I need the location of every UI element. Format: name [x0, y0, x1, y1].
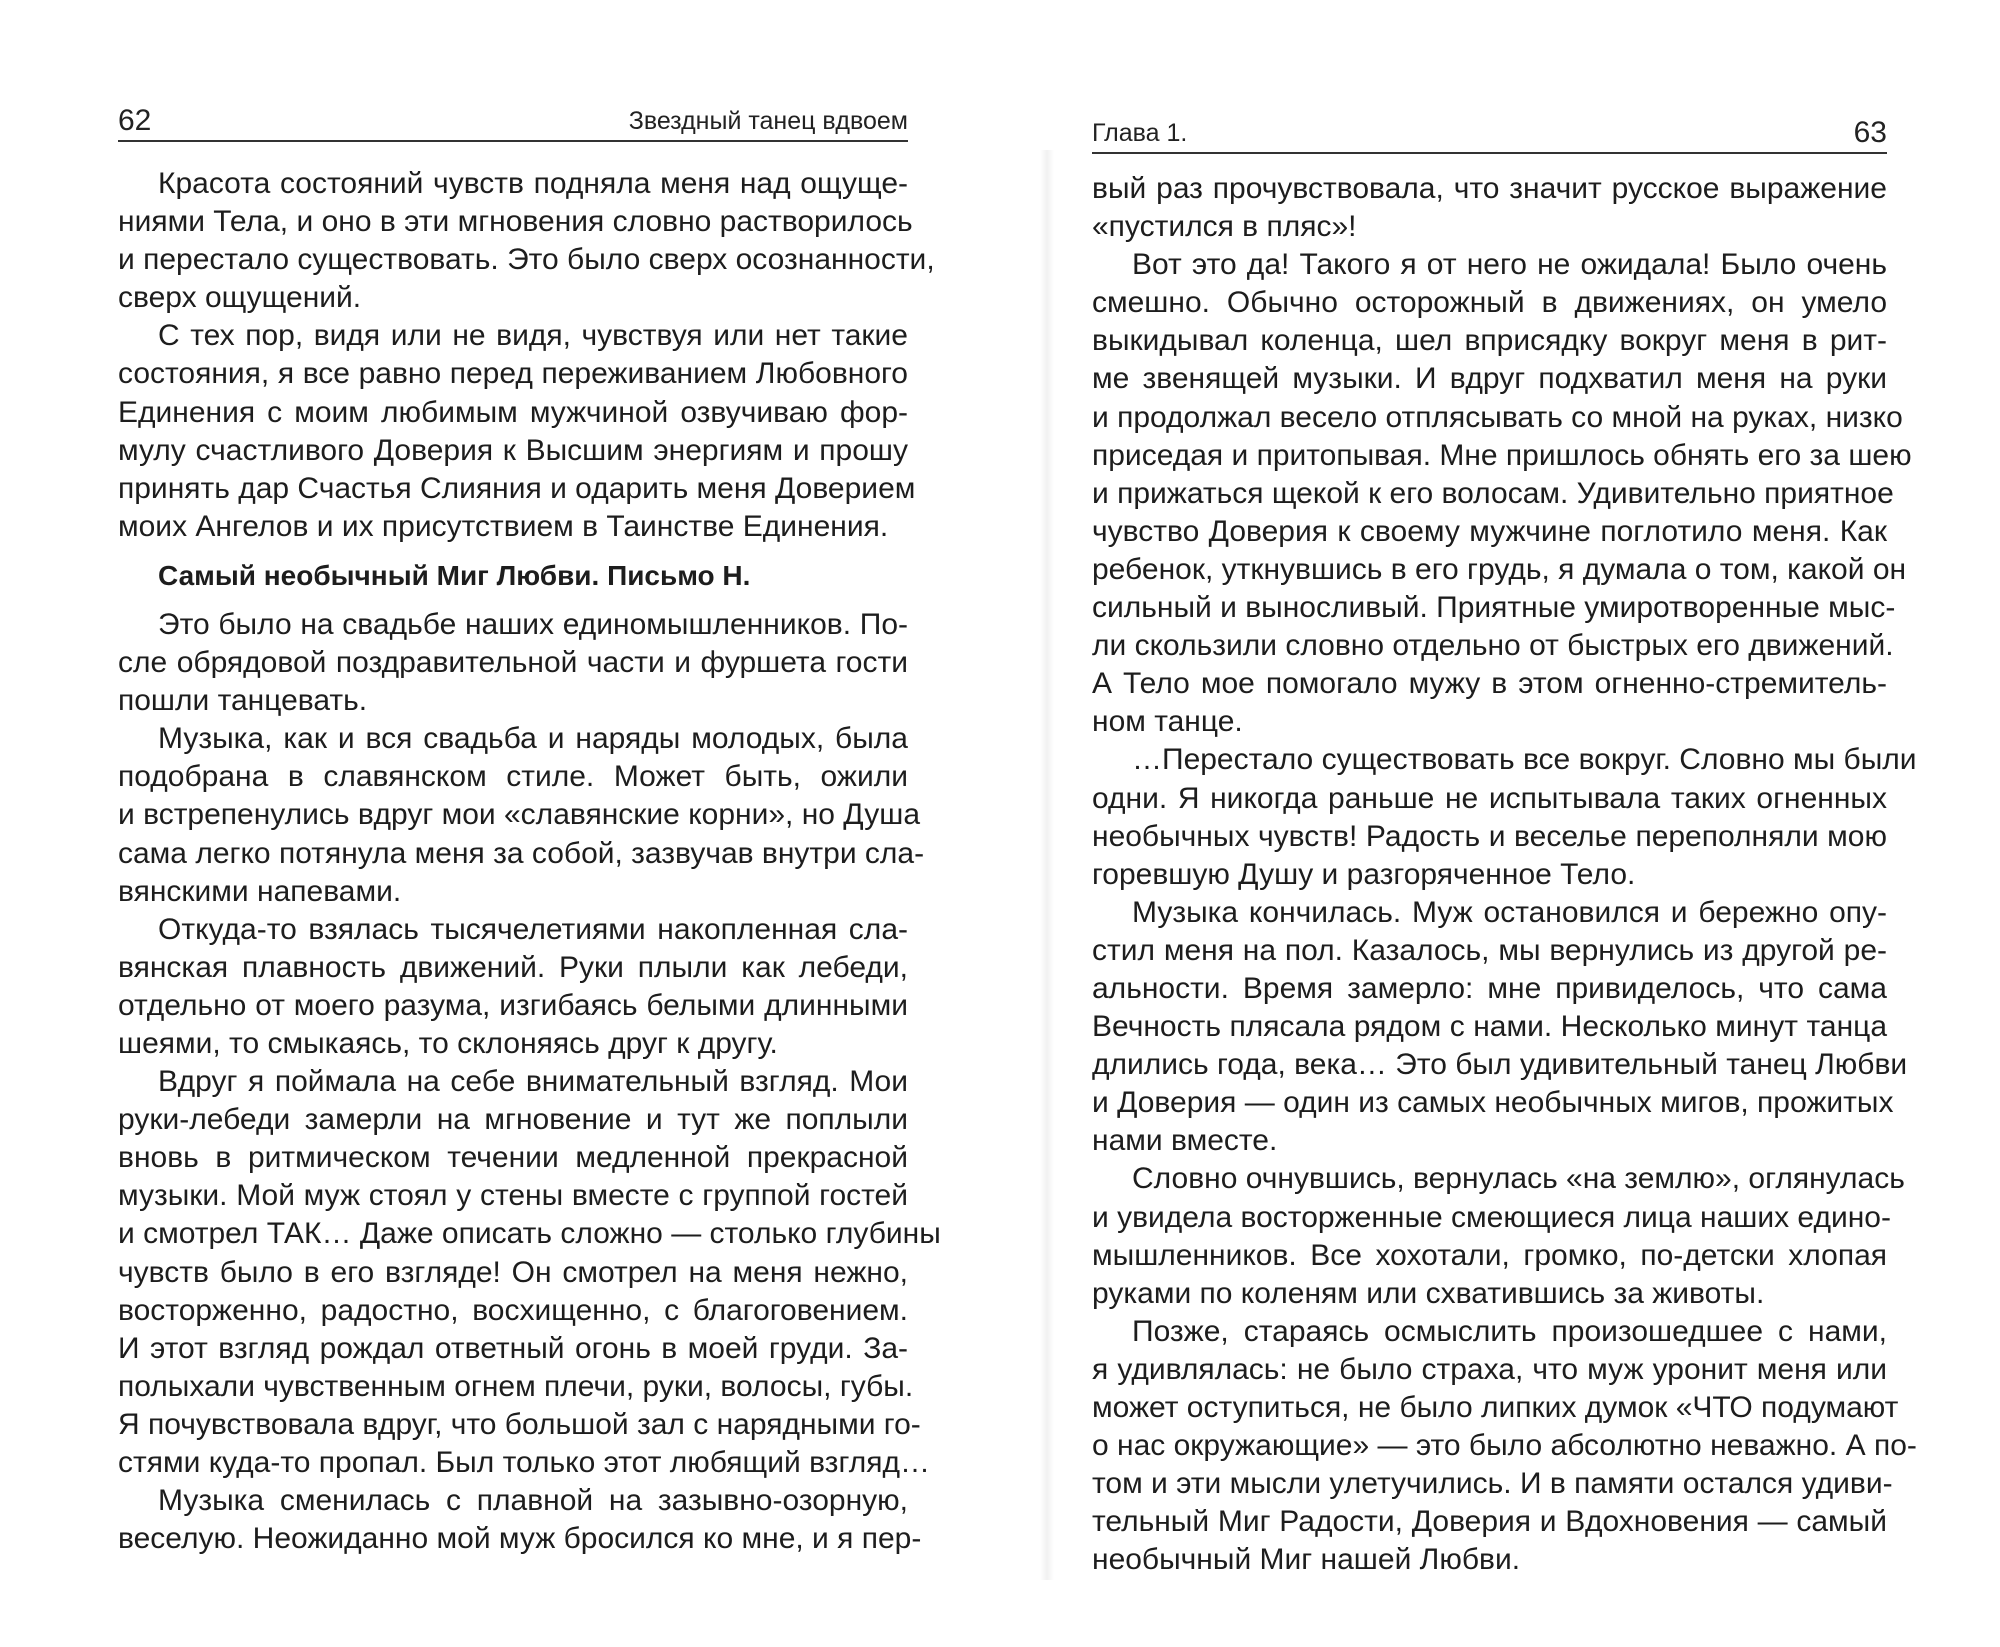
running-title: Глава 1. — [1092, 119, 1188, 147]
text-line: сверх ощущений. — [118, 281, 362, 315]
left-page-text — [118, 165, 941, 1558]
text-line: смешно. Обычно осторожный в движениях, он умело — [1092, 286, 1887, 320]
text-line: Музыка сменилась с плавной на зазывно-озорную, — [158, 1484, 908, 1518]
text-line: необычный Миг нашей Любви. — [1092, 1543, 1521, 1577]
text-line: Единения с моим любимым мужчиной озвучиваю фор- — [118, 395, 908, 429]
text-line: чувство Доверия к своему мужчине поглотило меня. Как — [1092, 514, 1887, 548]
text-line: руки-лебеди замерли на мгновение и тут же поплыли — [118, 1103, 908, 1137]
text-line: тельный Миг Радости, Доверия и Вдохновения — самый — [1092, 1505, 1887, 1539]
text-line: чувств было в его взгляде! Он смотрел на меня нежно, — [118, 1255, 908, 1289]
text-line: мышленников. Все хохотали, громко, по-детски хлопая — [1092, 1238, 1887, 1272]
text-line: вянская плавность движений. Руки плыли как лебеди, — [118, 950, 908, 984]
text-line: одни. Я никогда раньше не испытывала таких огненных — [1092, 781, 1887, 815]
text-line: может оступиться, не было липких думок «ЧТО подумают — [1092, 1391, 1899, 1424]
text-line: Вечность плясала рядом с нами. Несколько минут танца — [1092, 1010, 1887, 1044]
text-line: и встрепенулись вдруг мои «славянские корни», но Душа — [118, 798, 921, 832]
page-number: 62 — [118, 104, 152, 137]
text-line: альности. Время замерло: мне привиделось, что сама — [1092, 971, 1887, 1005]
text-line: отдельно от моего разума, изгибаясь белыми длинными — [118, 988, 908, 1022]
text-line: нами вместе. — [1092, 1124, 1278, 1158]
text-line: ном танце. — [1092, 705, 1243, 739]
text-line: принять дар Счастья Слияния и одарить меня Доверием — [118, 471, 916, 505]
text-line: вый раз прочувствовала, что значит русское выражение — [1092, 172, 1887, 205]
text-line: стями куда-то пропал. Был только этот любящий взгляд… — [118, 1446, 930, 1479]
text-line: и перестало существовать. Это было сверх осознанности, — [118, 243, 935, 277]
text-line: приседая и притопывая. Мне пришлось обнять его за шею — [1092, 438, 1912, 472]
text-line: Вдруг я поймала на себе внимательный взгляд. Мои — [158, 1065, 908, 1099]
text-line: Вот это да! Такого я от него не ожидала! Было очень — [1132, 248, 1887, 282]
text-line: И этот взгляд рождал ответный огонь в моей груди. За- — [118, 1331, 908, 1365]
text-line: моих Ангелов и их присутствием в Таинстве Единения. — [118, 509, 889, 543]
text-line: вянскими напевами. — [118, 874, 402, 908]
running-title: Звездный танец вдвоем — [628, 107, 908, 135]
text-line: полыхали чувственным огнем плечи, руки, волосы, губы. — [118, 1369, 914, 1403]
text-line: Я почувствовала вдруг, что большой зал с нарядными го- — [118, 1407, 921, 1441]
text-line: шеями, то смыкаясь, то склоняясь друг к другу. — [118, 1026, 778, 1060]
text-line: Музыка, как и вся свадьба и наряды молодых, была — [158, 722, 908, 756]
text-line: ли скользили словно отдельно от быстрых его движений. — [1092, 629, 1894, 663]
text-line: Это было на свадьбе наших единомышленников. По- — [158, 607, 908, 641]
text-line: руками по коленям или схватившись за животы. — [1092, 1276, 1765, 1310]
right-page-header — [1092, 108, 1887, 154]
text-line: Красота состояний чувств подняла меня над ощуще- — [158, 167, 908, 200]
text-line: и увидела восторженные смеющиеся лица наших едино- — [1092, 1200, 1891, 1234]
text-line: …Перестало существовать все вокруг. Словно мы были — [1132, 743, 1917, 777]
text-line: и смотрел ТАК… Даже описать сложно — столько глубины — [118, 1217, 941, 1251]
right-page — [1000, 0, 2000, 1647]
text-line: Позже, стараясь осмыслить произошедшее с нами, — [1132, 1314, 1887, 1348]
text-line: С тех пор, видя или не видя, чувствуя или нет такие — [158, 319, 908, 353]
text-line: мулу счастливого Доверия к Высшим энергиям и прошу — [118, 433, 908, 467]
text-line: горевшую Душу и разгоряченное Тело. — [1092, 857, 1636, 891]
text-line: необычных чувств! Радость и веселье переполняли мою — [1092, 819, 1887, 853]
left-page-header — [118, 96, 908, 142]
text-line: стил меня на пол. Казалось, мы вернулись из другой ре- — [1092, 933, 1887, 967]
section-heading: Самый необычный Миг Любви. Письмо Н. — [158, 559, 751, 591]
text-line: Музыка кончилась. Муж остановился и бережно опу- — [1132, 895, 1887, 929]
text-line: ме звенящей музыки. И вдруг подхватил меня на руки — [1092, 362, 1887, 396]
text-line: Откуда-то взялась тысячелетиями накопленная сла- — [158, 912, 908, 946]
text-line: длились года, века… Это был удивительный танец Любви — [1092, 1048, 1908, 1082]
text-line: я удивлялась: не было страха, что муж уронит меня или — [1092, 1352, 1887, 1386]
text-line: Словно очнувшись, вернулась «на землю», оглянулась — [1132, 1162, 1905, 1196]
text-line: ниями Тела, и оно в эти мгновения словно растворилось — [118, 205, 913, 239]
text-line: сама легко потянула меня за собой, зазвучав внутри сла- — [118, 836, 925, 870]
text-line: и прижаться щекой к его волосам. Удивительно приятное — [1092, 476, 1894, 510]
text-line: пошли танцевать. — [118, 684, 368, 718]
text-line: А Тело мое помогало мужу в этом огненно-стремитель- — [1092, 667, 1887, 701]
text-line: сильный и выносливый. Приятные умиротворенные мыс- — [1092, 591, 1896, 625]
text-line: сле обрядовой поздравительной части и фуршета гости — [118, 646, 908, 680]
right-page-text — [1092, 170, 1917, 1579]
text-line: подобрана в славянском стиле. Может быть, ожили — [118, 760, 908, 794]
text-line: состояния, я все равно перед переживанием Любовного — [118, 357, 908, 391]
text-line: о нас окружающие» — это было абсолютно неважно. А по- — [1092, 1429, 1917, 1463]
text-line: том и эти мысли улетучились. И в памяти остался удиви- — [1092, 1467, 1893, 1501]
text-line: «пустился в пляс»! — [1092, 210, 1357, 244]
text-line: ребенок, уткнувшись в его грудь, я думала о том, какой он — [1092, 552, 1907, 586]
page-number: 63 — [1853, 116, 1887, 149]
text-line: вновь в ритмическом течении медленной прекрасной — [118, 1141, 908, 1175]
text-line: восторженно, радостно, восхищенно, с благоговением. — [118, 1293, 908, 1327]
text-line: выкидывал коленца, шел вприсядку вокруг меня в рит- — [1092, 324, 1887, 358]
text-line: веселую. Неожиданно мой муж бросился ко мне, и я пер- — [118, 1522, 922, 1556]
text-line: и продолжал весело отплясывать со мной на руках, низко — [1092, 400, 1903, 434]
text-line: и Доверия — один из самых необычных мигов, прожитых — [1092, 1086, 1894, 1120]
text-line: музыки. Мой муж стоял у стены вместе с группой гостей — [118, 1179, 908, 1213]
